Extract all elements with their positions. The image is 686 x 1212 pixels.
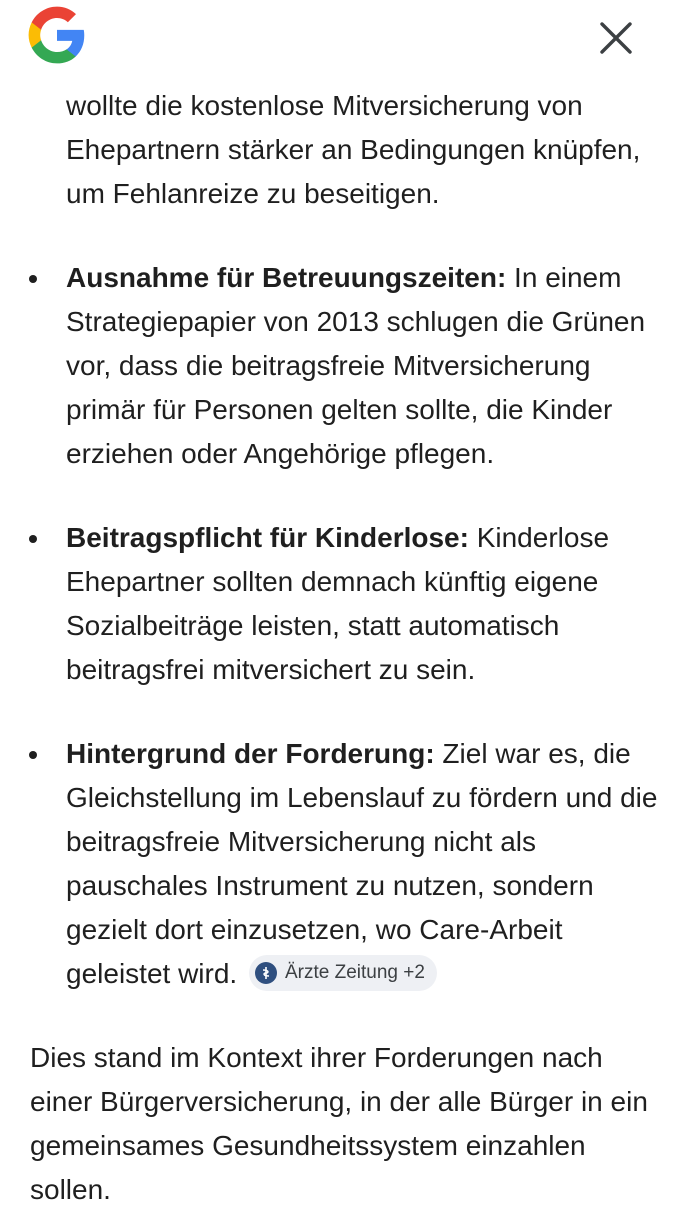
list-item	[0, 256, 662, 476]
medical-source-icon	[255, 962, 277, 984]
list-item	[0, 516, 662, 692]
google-g-logo[interactable]	[26, 4, 88, 66]
list-item	[0, 732, 662, 996]
final-paragraph: Dies stand im Kontext ihrer Forderungen nach einer Bürgerversicherung, in der alle Bürger in ein gemeinsames Gesundheitssystem einzahlen sollen.	[30, 1042, 648, 1205]
bullet-dot	[29, 275, 37, 283]
source-chip[interactable]	[249, 955, 437, 991]
bullet-dot	[29, 535, 37, 543]
bullet-text: In einem Strategiepapier von 2013 schlugen die Grünen vor, dass die beitragsfreie Mitversicherung primär für Personen gelten sollte, die Kinder erziehen oder Angehörige pflegen.	[66, 262, 646, 469]
close-icon	[600, 22, 632, 54]
close-button[interactable]	[592, 14, 640, 62]
bullet-title: Hintergrund der Forderung:	[66, 738, 435, 769]
continuation-text: wollte die kostenlose Mitversicherung von Ehepartnern stärker an Bedingungen knüpfen, um Fehlanreize zu beseitigen.	[66, 90, 641, 209]
bullet-text: Ziel war es, die Gleichstellung im Lebenslauf zu fördern und die beitragsfreie Mitversicherung nicht als pauschales Instrument zu nutzen, sondern gezielt dort einzusetzen, wo Care-Arbeit geleistet wird.	[66, 738, 658, 989]
bullet-dot	[29, 751, 37, 759]
top-bar	[0, 0, 686, 70]
answer-content	[0, 84, 686, 1212]
bullet-title: Ausnahme für Betreuungszeiten:	[66, 262, 507, 293]
bullet-text: Kinderlose Ehepartner sollten demnach künftig eigene Sozialbeiträge leisten, statt automatisch beitragsfrei mitversichert zu sein.	[66, 522, 610, 685]
bullet-title: Beitragspflicht für Kinderlose:	[66, 522, 469, 553]
source-chip-label: Ärzte Zeitung +2	[284, 961, 425, 983]
bullet-list	[0, 256, 686, 996]
